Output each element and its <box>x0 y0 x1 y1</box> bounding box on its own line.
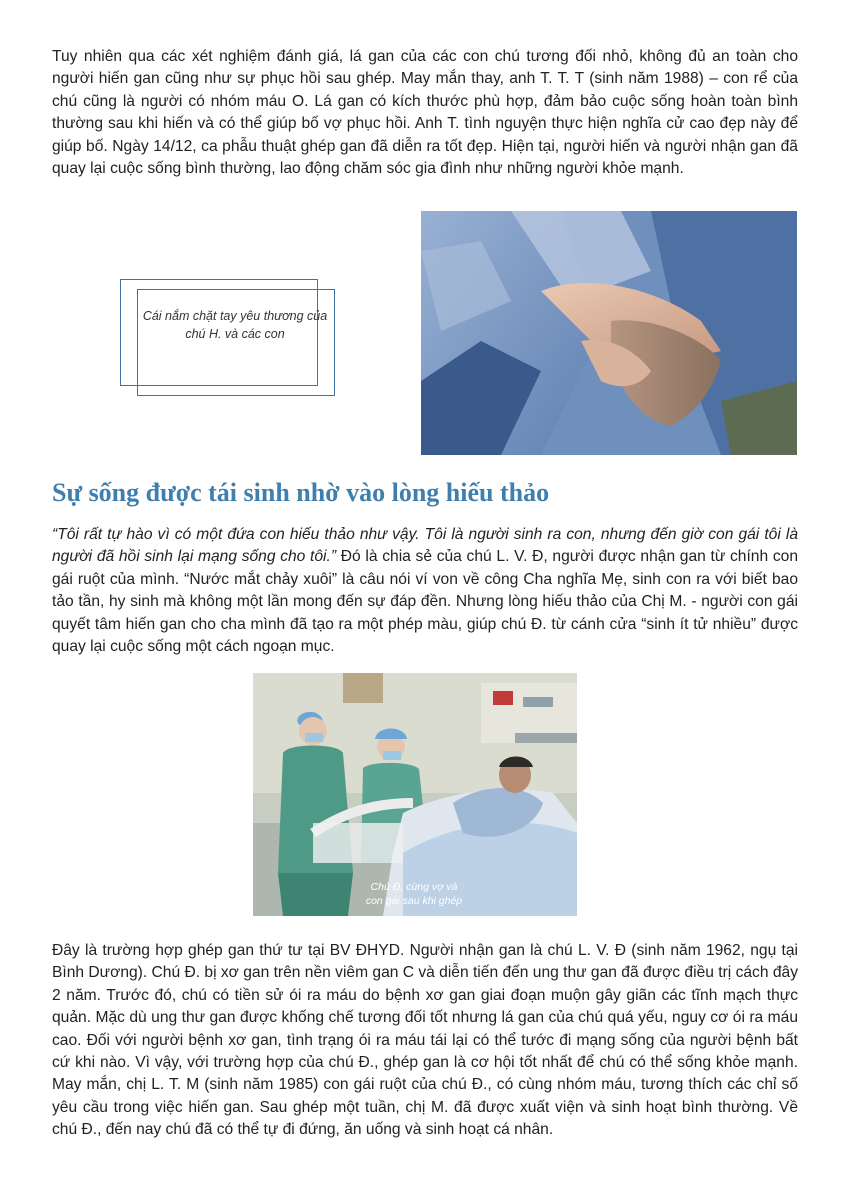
paragraph-daughter-donor-text: Đó là chia sẻ của chú L. V. Đ, người được nhận gan từ chính con gái ruột của mình. “Nước mắt chảy xuôi” là câu nói ví von về công Cha nghĩa Mẹ, sinh con ra với biết bao tảo tần, hy sinh mà không một lần mong đến sự đáp đền. Nhưng lòng hiếu thảo của Chị M. - người con gái quyết tâm hiến gan cho cha mình đã tạo ra một phép màu, giúp chú Đ. từ cánh cửa “sinh ít tử nhiều” được quay lại cuộc sống một cách ngoạn mục. <box>52 548 798 656</box>
handshake-photo-caption: Cái nắm chặt tay yêu thương của chú H. và các con <box>142 309 328 341</box>
patient-quote: “Tôi rất tự hào vì có một đứa con hiếu thảo như vậy. Tôi là người sinh ra con, nhưng đến giờ con gái tôi là người đã hồi sinh lại mạng sống cho tôi.” <box>52 526 798 566</box>
handshake-illustration <box>421 211 797 455</box>
paragraph-case-details: Đây là trường hợp ghép gan thứ tư tại BV ĐHYD. Người nhận gan là chú L. V. Đ (sinh năm 1962, ngụ tại Bình Dương). Chú Đ. bị xơ gan trên nền viêm gan C và diễn tiến đến ung thư gan đã được điều trị cách đây 2 năm. Trước đó, chú có tiền sử ói ra máu do bệnh xơ gan giai đoạn muộn gây giãn các tĩnh mạch thực quản. Mặc dù ung thư gan được khống chế tương đối tốt nhưng lá gan của chú quá yếu, nguy cơ ói ra máu cao. Đối với người bệnh xơ gan, tình trạng ói ra máu tái lại có thể tước đi mạng sống của người bệnh bất cứ khi nào. Vì vậy, với trường hợp của chú Đ., ghép gan là cơ hội tốt nhất để chú có thể sống khỏe mạnh. May mắn, chị L. T. M (sinh năm 1985) con gái ruột của chú Đ., có cùng nhóm máu, tương thích các chỉ số yêu cầu trong việc hiến gan. Sau ghép một tuần, chị M. đã được xuất viện và sinh hoạt bình thường. Về chú Đ., đến nay chú đã có thể tự đi đứng, ăn uống và sinh hoạt cá nhân. <box>52 942 798 1139</box>
paragraph-daughter-donor <box>52 524 798 658</box>
hospital-photo-caption <box>339 880 489 908</box>
handshake-photo <box>421 211 797 455</box>
section-heading: Sự sống được tái sinh nhờ vào lòng hiếu thảo <box>52 478 550 507</box>
hospital-photo-caption-line1: Chú Đ. cùng vợ và <box>370 881 458 893</box>
paragraph-donor-son-in-law: Tuy nhiên qua các xét nghiệm đánh giá, lá gan của các con chú tương đối nhỏ, không đủ an toàn cho người hiến gan cũng như sự phục hồi sau ghép. May mắn thay, anh T. T. T (sinh năm 1988) – con rể của chú cũng là người có nhóm máu O. Lá gan có kích thước phù hợp, đảm bảo cuộc sống hoàn toàn bình thường sau khi hiến và có thể giúp bố vợ phục hồi. Anh T. tình nguyện thực hiện nghĩa cử cao đẹp này để giúp bố. Ngày 14/12, ca phẫu thuật ghép gan đã diễn ra tốt đẹp. Hiện tại, người hiến và người nhận gan đã quay lại cuộc sống bình thường, lao động chăm sóc gia đình như những người khỏe mạnh. <box>52 48 798 178</box>
hospital-photo-caption-line2: con gái sau khi ghép <box>365 895 463 907</box>
